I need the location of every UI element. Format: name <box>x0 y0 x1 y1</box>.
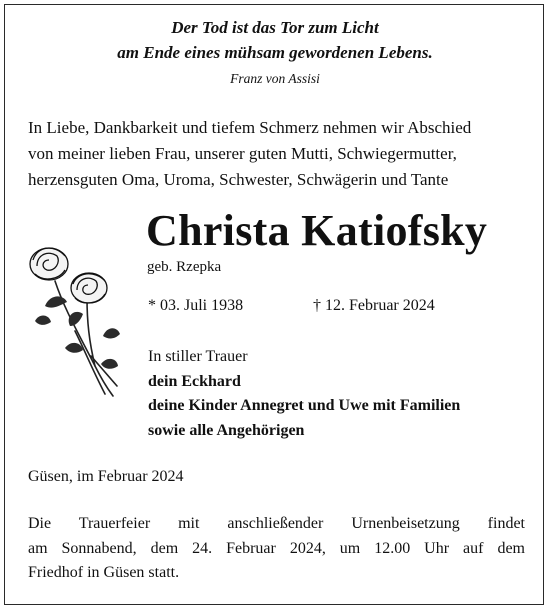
intro-line-3: herzensguten Oma, Uroma, Schwester, Schwägerin und Tante <box>28 170 449 189</box>
funeral-line-1: Die Trauerfeier mit anschließender Urnenbeisetzung findet <box>28 515 525 532</box>
birth-name: geb. Rzepka <box>147 259 222 275</box>
mourners-block <box>148 345 460 443</box>
deceased-name: Christa Katiofsky <box>146 206 488 255</box>
mourner-children: deine Kinder Annegret und Uwe mit Familien <box>148 397 461 414</box>
mourner-spouse: dein Eckhard <box>148 372 241 390</box>
birth-date: * 03. Juli 1938 <box>148 297 244 314</box>
intro-line-1: In Liebe, Dankbarkeit und tiefem Schmerz nehmen wir Abschied <box>28 118 472 137</box>
motto-line-1: Der Tod ist das Tor zum Licht <box>171 18 379 37</box>
intro-text <box>28 115 528 193</box>
motto-line-2: am Ende eines mühsam gewordenen Lebens. <box>117 43 433 62</box>
motto-author: Franz von Assisi <box>230 71 320 86</box>
death-date: † 12. Februar 2024 <box>313 297 435 314</box>
funeral-text <box>28 512 525 586</box>
funeral-line-2: am Sonnabend, dem 24. Februar 2024, um 12.00 Uhr auf dem <box>28 539 525 557</box>
roses-icon <box>25 236 125 401</box>
place-date: Güsen, im Februar 2024 <box>28 468 184 485</box>
mourner-relatives: sowie alle Angehörigen <box>148 421 305 439</box>
mourners-intro: In stiller Trauer <box>148 348 248 365</box>
intro-line-2: von meiner lieben Frau, unserer guten Mutti, Schwiegermutter, <box>28 144 457 163</box>
funeral-line-3: Friedhof in Güsen statt. <box>28 564 180 581</box>
